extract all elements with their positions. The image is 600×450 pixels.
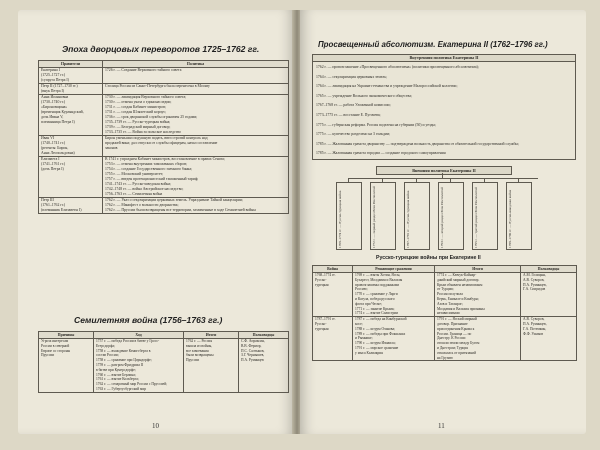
foreign-policy-direction: 1788–1790 гг. — Русско-шведская война	[506, 182, 532, 250]
cell-line: 1774 г. — Кючук-Кайнар-	[437, 273, 477, 277]
cell-line: 1787 г. — победа на Кинбурнской	[355, 317, 407, 322]
cell-line: Россия получила	[437, 292, 463, 297]
foreign-policy-direction: 1772 г. — первый раздел Речи Посполитой	[370, 182, 396, 250]
table-row	[39, 339, 289, 393]
page-number: 10	[152, 422, 159, 430]
policy-line: 1767–1768 гг. — работа Уложенной комиссии;	[316, 103, 391, 108]
cell-line: продажей вина; дал отпуски от службы офицерам, начал составление	[105, 141, 218, 145]
column-header: Полководцы	[521, 266, 577, 273]
cell-line: 1790 г. — штурм Измаила;	[355, 341, 396, 346]
policy-line: 1775 г. — губернская реформа. Россия поделена на губернии (50) и уезды;	[316, 122, 437, 127]
table-cell	[313, 317, 353, 361]
cell-line: 1763 г. — Губертусбургский мир	[96, 386, 147, 391]
page-number: 11	[438, 422, 445, 430]
cell-line: 1770 г. — сражение у Ларги	[355, 292, 398, 297]
cell-line: П.А. Румянцев	[241, 358, 264, 363]
cell-line: Европе со стороны	[41, 348, 71, 353]
cell-line: 1757 г. — введен протекционистский таможенный тариф;	[105, 177, 199, 181]
cell-line: законов	[105, 146, 118, 150]
table-cell	[521, 273, 577, 317]
right-page-title: Просвещенный абсолютизм. Екатерина II (1762–1796 гг.)	[318, 40, 548, 49]
cell-line: Ф.Ф. Ушаков	[523, 331, 544, 336]
cell-line: З.Г. Чернышев,	[241, 353, 265, 358]
cell-line: 1761 г. — взятие Кольберга;	[96, 377, 139, 382]
cell-line: Россию;	[355, 287, 368, 292]
table-row	[39, 68, 289, 84]
policy-line: 1764 г. — секуляризация церковных земель;	[316, 74, 388, 79]
table-row	[39, 198, 289, 214]
cell-line: все завоевания	[186, 348, 209, 353]
cell-line: 1788 г. — штурм Очакова;	[355, 326, 396, 331]
cell-line: 1762 г. — Россия	[186, 339, 213, 343]
table-header-row	[39, 332, 289, 339]
policy-line: 1762 г. — провозглашение «Просвещенного абсолютизма» (политики просвещенного абсолютизма);	[316, 65, 479, 69]
cell-line: Крым объявлен независимым	[437, 282, 483, 287]
inner-policy-box	[312, 54, 576, 160]
table-cell	[39, 198, 103, 214]
seven-years-war-table	[38, 331, 289, 393]
left-page-title: Эпоха дворцовых переворотов 1725–1762 гг.	[62, 44, 260, 54]
cell-line: отказалась от притязаний	[437, 350, 476, 355]
cell-line: 1768–1774 гг.	[315, 273, 336, 277]
column-header: Правители	[39, 61, 103, 68]
wars-table-title: Русско-турецкие войны при Екатерине II	[376, 255, 481, 261]
cell-line: 1762 г. — Манифест о вольности дворянства;	[105, 203, 179, 207]
policy-line: 1785 г. — Жалованная грамота городам — создание городского самоуправления	[316, 151, 446, 156]
table-header-row	[39, 61, 289, 68]
table-cell	[435, 273, 521, 317]
cell-line: (внук Петра I)	[41, 89, 64, 93]
column-header: Война	[313, 266, 353, 273]
cell-line: у мыса Калиакрия	[355, 350, 383, 355]
cell-line: 1760 г. — взятие Берлина;	[96, 372, 136, 377]
policy-line: 1773–1775 гг. — восстание Е. Пугачева;	[316, 112, 381, 117]
table-row	[313, 273, 577, 317]
cell-line: Пруссии	[41, 353, 55, 358]
column-header: Ход	[94, 332, 184, 339]
table-cell	[103, 136, 289, 157]
table-cell	[353, 273, 435, 317]
cell-line: провозглашены подданными	[355, 282, 400, 287]
cell-line: 1771 г. — занятие Крыма;	[355, 306, 395, 311]
table-cell	[103, 198, 289, 214]
cell-line: (временщик Курляндский,	[41, 110, 84, 114]
cell-line: В 1741 г. упразднен Кабинет министров, восстановление в правах Сената;	[105, 157, 225, 161]
cell-line: 1787–1791 гг.	[315, 317, 336, 322]
cell-line: от Турции;	[437, 287, 454, 292]
cell-line: (1740–1741 гг.)	[41, 141, 66, 145]
cell-line: племянница Петра I)	[41, 120, 75, 124]
cell-line: 1733–1735 гг. — Война за польское наследство	[105, 130, 181, 134]
cell-line: Елизавета I	[41, 157, 60, 161]
cell-line: Угроза интересам	[41, 339, 69, 343]
table-cell	[39, 136, 103, 157]
table-cell	[184, 339, 239, 393]
cell-line: 1756–1763 гг. — Семилетняя война	[105, 192, 163, 196]
table-row	[39, 84, 289, 95]
cell-line: Керчь, Еникале и Кинбурн;	[437, 296, 479, 301]
cell-line: Русско-	[315, 277, 327, 282]
cell-line: на Грузию	[437, 355, 453, 360]
table-cell	[103, 157, 289, 198]
cell-line: 1731 г. — создан Шляхетский корпус;	[105, 110, 167, 114]
rulers-table	[38, 60, 289, 214]
foreign-policy-direction: 1768–1774 гг. — Русско-турецкая война	[336, 182, 362, 250]
cell-line: 1754 г. — создание Государственного заемного банка;	[105, 167, 193, 171]
cell-line: независимыми	[437, 311, 460, 316]
cell-line: дочь Ивана V,	[41, 115, 64, 119]
cell-line: турецкая	[315, 326, 329, 331]
cell-line: 1789 г. — победы при Фокшанах	[355, 331, 406, 336]
cell-line: 1769 г. — взяты Хотин, Яссы,	[355, 273, 401, 277]
cell-line: 1731 г. — создан Кабинет министров;	[105, 105, 166, 109]
cell-line: (1730–1740 гг.)	[41, 100, 66, 104]
cell-line: 1791 г. — Ясский мирный	[437, 317, 477, 322]
cell-line: 1762 г. — Указ о секуляризации церковных земель. Упразднение Тайной канцелярии;	[105, 198, 243, 202]
cell-line: в битве при Кунерсдорфе;	[96, 367, 136, 372]
cell-line: А.М. Голицын,	[523, 273, 546, 277]
cell-line: 1726 г. — Создание Верховного тайного совета	[105, 68, 182, 72]
column-header: Полководцы	[239, 332, 289, 339]
policy-line: 1765 г. — учреждение Вольного экономического общества;	[316, 93, 412, 98]
cell-line: (1725–1727 гг.)	[41, 73, 66, 77]
cell-line: Пруссии	[186, 358, 200, 363]
cell-line: флота при Чесме;	[355, 301, 382, 306]
cell-line: П.А. Румянцев,	[523, 321, 547, 326]
cell-line: были возвращены	[186, 353, 214, 358]
table-cell	[39, 68, 103, 84]
cell-line: джийский мирный договор.	[437, 277, 480, 282]
cell-line: 1753 г. — отмена внутренних таможенных сборов;	[105, 162, 188, 166]
cell-line: и Рымнике;	[355, 336, 373, 341]
column-header: Причины	[39, 332, 94, 339]
table-cell	[39, 84, 103, 95]
cell-line: Г.А. Спиридов	[523, 287, 546, 292]
cell-line: 1742–1748 гг. — война Австрийское наследство;	[105, 187, 184, 191]
table-cell	[353, 317, 435, 361]
cell-line: В.В. Фермор,	[241, 343, 262, 348]
column-header: Итоги	[184, 332, 239, 339]
cell-line: А.В. Суворов,	[523, 277, 545, 282]
cell-line: Анна Иоанновна	[41, 95, 69, 99]
cell-line: (1761–1762 гг.)	[41, 203, 66, 207]
foreign-policy-title: Внешняя политика Екатерины II	[377, 167, 511, 174]
column-header: Решающие сражения	[353, 266, 435, 273]
cell-line: 1730 г. — ликвидация Верховного тайного совета;	[105, 95, 187, 99]
table-cell	[39, 339, 94, 393]
cell-line: «Бироновщина»	[41, 105, 68, 109]
cell-line: 1758 г. — сражение при Цорндорфе;	[96, 358, 152, 363]
foreign-policy-title-box	[376, 166, 512, 175]
cell-line: Столица Россия из Санкт-Петербурга была перенесена в Москву	[105, 84, 210, 88]
table-cell	[103, 95, 289, 136]
cell-line: договор. Признание	[437, 321, 468, 326]
column-header: Итоги	[435, 266, 521, 273]
cell-line: и Кагула, победа русского	[355, 296, 395, 301]
cell-line: 1762 г. — сепаратный мир России с Пруссией;	[96, 382, 168, 387]
cell-line: Молдавия и Валахия признаны	[437, 306, 485, 311]
cell-line: (1741–1761 гг.)	[41, 162, 66, 166]
cell-line: Г.А. Потемкин,	[523, 326, 547, 331]
russo-turkish-wars-table	[312, 265, 577, 361]
cell-line: Бирон уменьшил подушную подать, ввел строгий контроль над	[105, 136, 208, 140]
cell-line: Русско-	[315, 321, 327, 326]
cell-line: 1736 г. — срок дворянской службы ограничен 25 годами;	[105, 115, 198, 119]
table-cell	[313, 273, 353, 317]
table-header-row	[313, 266, 577, 273]
cell-line: 1774 г. — взятие Силистрии	[355, 311, 399, 316]
cell-line: косе;	[355, 321, 363, 326]
cell-line: России. Граница — по	[437, 331, 472, 336]
cell-line: А.В. Суворов,	[523, 317, 545, 322]
cell-line: (племянник Елизаветы I)	[41, 208, 82, 212]
table-cell	[103, 68, 289, 84]
policy-line: 1764 г. — ликвидация на Украине гетманства и учреждение Малороссийской коллегии;	[316, 84, 458, 89]
cell-line: Екатерина I	[41, 68, 60, 72]
table-cell	[239, 339, 289, 393]
cell-line: 1755 г. — Московский университет;	[105, 172, 164, 176]
foreign-policy-direction: 1787–1791 гг. — Русско-турецкая война	[404, 182, 430, 250]
cell-line: (регенты: Бирон,	[41, 146, 69, 150]
cell-line: 1759 г. — разгром Фридриха II	[96, 362, 144, 367]
cell-line: и Днестром; Турция	[437, 345, 468, 350]
table-cell	[94, 339, 184, 393]
cell-line: П.А. Румянцев,	[523, 282, 547, 287]
foreign-policy-direction: 1793 г. — второй раздел Речи Посполитой	[438, 182, 464, 250]
cell-line: состав России;	[96, 353, 119, 358]
foreign-policy-direction: 1795 г. — третий раздел Речи Посполитой	[472, 182, 498, 250]
policy-line: 1775 г. — купечество разделено на 3 гильдии;	[316, 132, 391, 137]
cell-line: 1762 г. — Пруссии были возвращены все территории, захваченные в ходе Семилетней войны	[105, 208, 256, 212]
cell-line: (дочь Петра I)	[41, 167, 64, 171]
book-spread	[4, 4, 596, 446]
table-cell	[103, 84, 289, 95]
left-page	[18, 10, 294, 434]
cell-line: Егерсдорфа;	[96, 343, 115, 348]
table-cell	[39, 157, 103, 198]
cell-line: 1741–1743 гг. — Русско-шведская война;	[105, 182, 172, 186]
column-header: Политика	[103, 61, 289, 68]
cell-line: Бухарест, Молдавия и Валахия	[355, 277, 403, 282]
table-cell	[521, 317, 577, 361]
left-section-title: Семилетняя война (1756–1763 гг.)	[74, 315, 223, 325]
table-cell	[435, 317, 521, 361]
cell-line: 1735–1739 гг. — Русско-турецкая война;	[105, 120, 171, 124]
cell-line: 1791 г. — морское сражение	[355, 345, 399, 350]
cell-line: (супруга Петра I)	[41, 78, 69, 82]
cell-line: отошли земли между Бугом	[437, 341, 480, 346]
inner-policy-title: Внутренняя политика Екатерины II	[313, 55, 575, 62]
cell-line: Петр III	[41, 198, 54, 202]
cell-line: турецкая	[315, 282, 329, 287]
policy-line: 1785 г. — Жалованная грамота дворянству — подтверждена вольность дворянства от обязательной государственной службы;	[316, 141, 520, 146]
table-row	[39, 157, 289, 198]
cell-line: присоединения Крыма к	[437, 326, 475, 331]
cell-line: Азов и Таганрог;	[437, 301, 463, 306]
cell-line: России в северной	[41, 343, 70, 348]
table-row	[39, 95, 289, 136]
cell-line: С.Ф. Апраксин,	[241, 339, 265, 343]
cell-line: 1757 г. — победа России в битве у Гросс-	[96, 339, 160, 343]
cell-line: Иван VI	[41, 136, 55, 140]
table-row	[313, 317, 577, 361]
cell-line: Анна Леопольдовна)	[41, 151, 75, 155]
cell-line: 1730 г. — отмена указа о единонаследии;	[105, 100, 172, 104]
cell-line: П.С. Салтыков,	[241, 348, 265, 353]
cell-line: 1739 г. — Белградский мирный договор;	[105, 125, 171, 129]
diagram-connector	[348, 178, 538, 179]
cell-line: Днестру. К России	[437, 336, 466, 341]
inner-policy-list	[313, 62, 575, 160]
table-row	[39, 136, 289, 157]
cell-line: Петр II (1727–1730 гг.)	[41, 84, 78, 88]
right-page	[300, 10, 586, 434]
cell-line: вышла из войны,	[186, 343, 213, 348]
table-cell	[39, 95, 103, 136]
cell-line: 1758 г. — вхождение Кенигсберга в	[96, 348, 151, 353]
